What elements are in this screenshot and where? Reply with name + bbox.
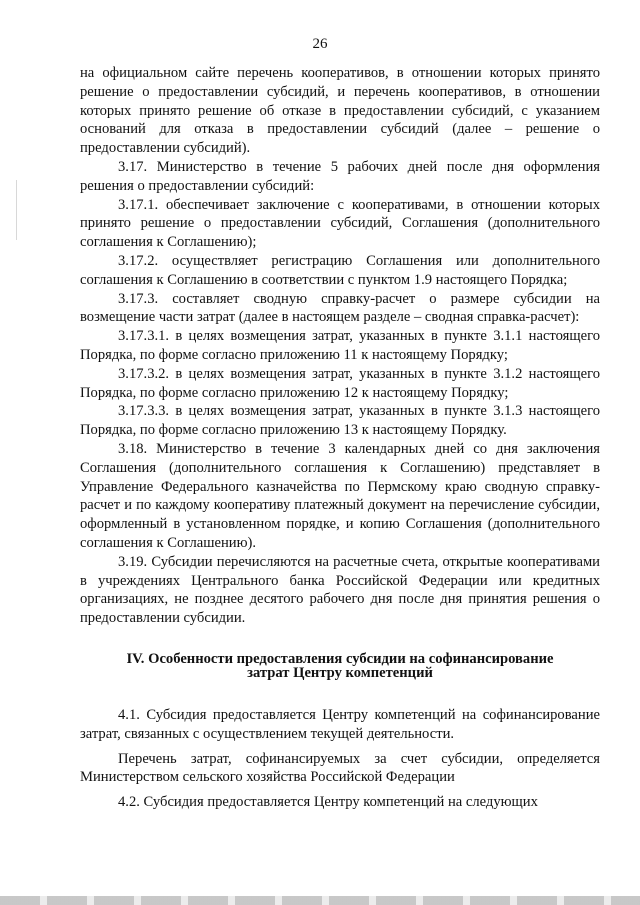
paragraph: 3.17.3.1. в целях возмещения затрат, указанных в пункте 3.1.1 настоящего Порядка, по форме согласно приложению 11 к настоящему Порядку;: [80, 328, 600, 363]
section-heading: [80, 652, 600, 680]
paragraph: Перечень затрат, софинансируемых за счет субсидии, определяется Министерством сельского хозяйства Российской Федерации: [80, 750, 600, 786]
paragraph: 3.19. Субсидии перечисляются на расчетные счета, открытые кооперативами в учреждениях Центрального банка Российской Федерации или кредитных организациях, не позднее десятого рабочего дня после дня принятия решения о предоставлении субсидии.: [80, 553, 600, 627]
paragraph: 3.18. Министерство в течение 3 календарных дней со дня заключения Соглашения (дополнительного соглашения к Соглашению) представляет в Управление Федерального казначейства по Пермскому краю сводную справку-расчет и по каждому кооперативу платежный документ на перечисление субсидии, оформленный в установленном порядке, и копию Соглашения (дополнительного соглашения к Соглашению).: [80, 440, 600, 551]
paragraphs-bottom: [80, 706, 600, 812]
paragraph: 3.17.3.2. в целях возмещения затрат, указанных в пункте 3.1.2 настоящего Порядка, по форме согласно приложению 12 к настоящему Порядку;: [80, 365, 600, 401]
paragraph: 3.17.3. составляет сводную справку-расчет о размере субсидии на возмещение части затрат (далее в настоящем разделе – сводная справка-расчет):: [80, 290, 600, 326]
scan-bottom-edge: [0, 896, 640, 905]
scan-artifact: [16, 180, 17, 240]
paragraph: 3.17.3.3. в целях возмещения затрат, указанных в пункте 3.1.3 настоящего Порядка, по форме согласно приложению 13 к настоящему Порядку.: [80, 403, 600, 439]
document-body: [80, 64, 600, 812]
paragraph: 4.2. Субсидия предоставляется Центру компетенций на следующих: [118, 794, 538, 811]
paragraph: 3.17.2. осуществляет регистрацию Соглашения или дополнительного соглашения к Соглашению в соответствии с пунктом 1.9 настоящего Порядка;: [80, 252, 600, 288]
section-heading-line2: затрат Центру компетенций: [247, 664, 433, 681]
paragraph: на официальном сайте перечень кооперативов, в отношении которых принято решение о предоставлении субсидий, и перечень кооперативов, в отношении которых принято решение об отказе в предоставлении субсидий, с указанием оснований для отказа в предоставлении субсидий (далее – решение о предоставлении субсидий).: [80, 65, 600, 157]
page-number: 26: [312, 36, 328, 52]
paragraph: 3.17. Министерство в течение 5 рабочих дней после дня оформления решения о предоставлении субсидий:: [80, 158, 600, 194]
paragraph: 3.17.1. обеспечивает заключение с кооперативами, в отношении которых принято решение о предоставлении субсидий, Соглашения (дополнительного соглашения к Соглашению);: [80, 196, 600, 251]
section-heading-line1: IV. Особенности предоставления субсидии на софинансирование: [126, 650, 554, 667]
paragraphs-top: [80, 64, 600, 628]
paragraph: 4.1. Субсидия предоставляется Центру компетенций на софинансирование затрат, связанных с осуществлением текущей деятельности.: [80, 706, 600, 742]
